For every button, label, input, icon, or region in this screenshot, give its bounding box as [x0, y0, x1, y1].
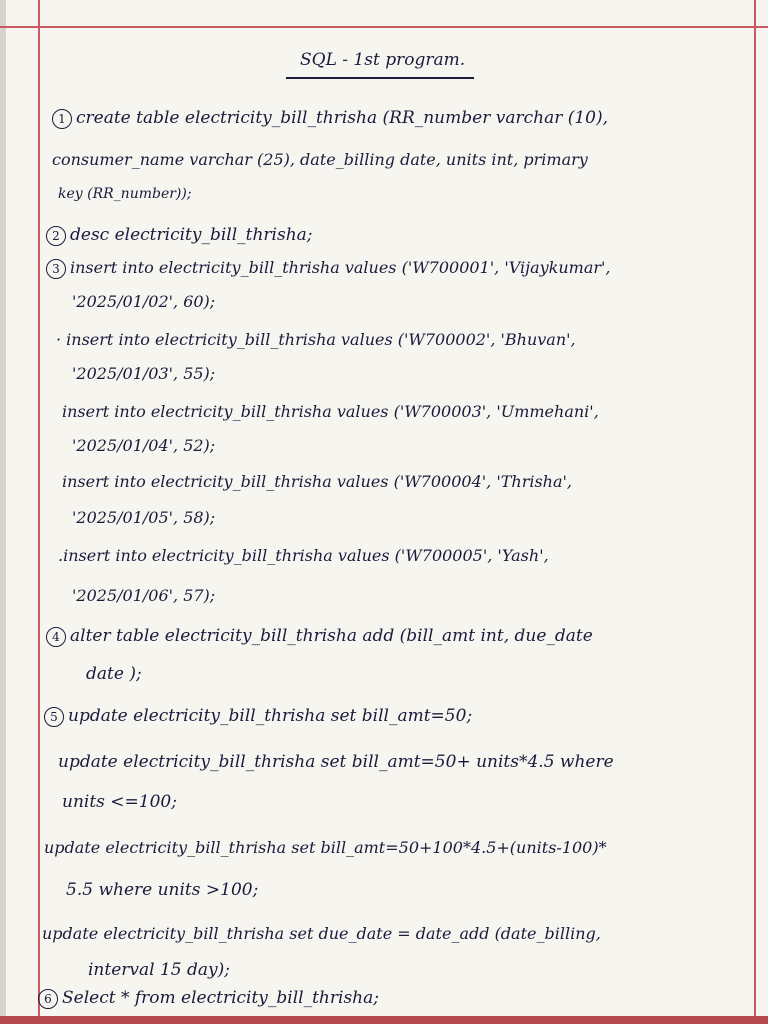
text-line — [88, 960, 230, 980]
text-line — [66, 880, 258, 900]
text-line — [44, 706, 472, 727]
line-text: alter table electricity_bill_thrisha add (bill_amt int, due_date — [70, 626, 593, 646]
text-line — [62, 472, 572, 491]
line-text: .insert into electricity_bill_thrisha values ('W700005', 'Yash', — [58, 546, 549, 565]
line-text: '2025/01/06', 57); — [72, 586, 216, 605]
step-number: 2 — [46, 226, 66, 246]
left-margin-rule — [38, 0, 40, 1024]
text-line — [52, 108, 608, 129]
line-text: update electricity_bill_thrisha set bill_amt=50+ units*4.5 where — [58, 752, 614, 772]
line-text: update electricity_bill_thrisha set due_date = date_add (date_billing, — [42, 924, 601, 943]
text-line — [62, 402, 599, 421]
line-text: '2025/01/02', 60); — [72, 292, 216, 311]
page-left-edge — [0, 0, 6, 1024]
line-text: interval 15 day); — [88, 960, 231, 980]
line-text: consumer_name varchar (25), date_billing date, units int, primary — [52, 150, 588, 169]
step-number: 3 — [46, 259, 66, 279]
line-text: '2025/01/03', 55); — [72, 364, 216, 383]
text-line — [46, 225, 313, 246]
text-line — [72, 508, 215, 527]
line-text: update electricity_bill_thrisha set bill_amt=50+100*4.5+(units-100)* — [44, 838, 607, 857]
line-text: date ); — [86, 664, 142, 684]
text-line — [86, 664, 142, 684]
page-title: SQL - 1st program. — [300, 50, 466, 70]
line-text: Select * from electricity_bill_thrisha; — [62, 988, 379, 1008]
text-line — [52, 150, 588, 169]
line-text: update electricity_bill_thrisha set bill_amt=50; — [68, 706, 473, 726]
line-text: insert into electricity_bill_thrisha values ('W700001', 'Vijaykumar', — [70, 258, 611, 277]
line-text: 5.5 where units >100; — [66, 880, 259, 900]
line-text: key (RR_number)); — [58, 186, 192, 202]
line-text: insert into electricity_bill_thrisha values ('W700003', 'Ummehani', — [62, 402, 599, 421]
text-line — [46, 626, 593, 647]
line-text: desc electricity_bill_thrisha; — [70, 225, 313, 245]
text-line — [62, 792, 177, 812]
top-margin-rule — [0, 26, 768, 28]
text-line — [56, 330, 576, 349]
line-text: '2025/01/05', 58); — [72, 508, 216, 527]
text-line — [72, 436, 215, 455]
line-text: create table electricity_bill_thrisha (RR_number varchar (10), — [76, 108, 609, 128]
right-margin-rule — [754, 0, 756, 1024]
bottom-edge — [0, 1016, 768, 1024]
line-text: · insert into electricity_bill_thrisha values ('W700002', 'Bhuvan', — [56, 330, 576, 349]
text-line — [58, 186, 192, 202]
line-text: '2025/01/04', 52); — [72, 436, 216, 455]
line-text: units <=100; — [62, 792, 177, 812]
text-line — [42, 924, 601, 943]
step-number: 4 — [46, 627, 66, 647]
text-line — [58, 752, 614, 772]
text-line — [72, 364, 215, 383]
step-number: 6 — [38, 989, 58, 1009]
text-line — [38, 988, 379, 1009]
text-line — [72, 292, 215, 311]
title-underline — [286, 77, 474, 79]
line-text: insert into electricity_bill_thrisha values ('W700004', 'Thrisha', — [62, 472, 573, 491]
text-line — [58, 546, 549, 565]
step-number: 5 — [44, 707, 64, 727]
text-line — [72, 586, 215, 605]
step-number: 1 — [52, 109, 72, 129]
text-line — [44, 838, 607, 857]
text-line — [46, 258, 611, 279]
